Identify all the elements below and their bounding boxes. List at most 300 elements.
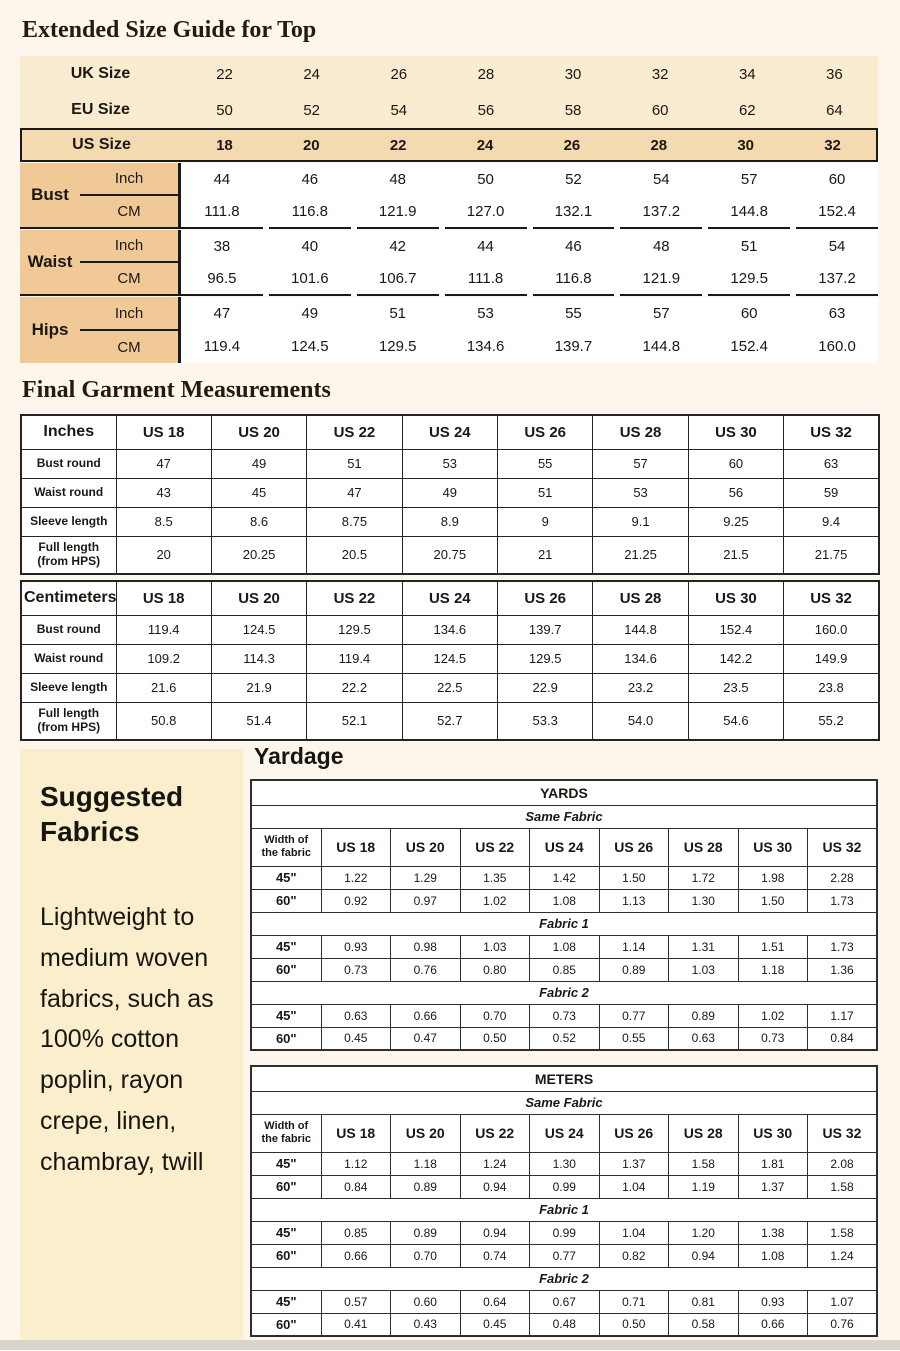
fabric-section-row xyxy=(251,1267,877,1290)
fabric-width-label: 60" xyxy=(251,1027,321,1050)
yardage-value: 0.76 xyxy=(391,958,461,981)
garment-measurements-title: Final Garment Measurements xyxy=(22,377,331,403)
measurement-data xyxy=(181,163,878,229)
measurement-value: 21.6 xyxy=(116,673,211,702)
yardage-value: 0.84 xyxy=(321,1175,391,1198)
unit-labels xyxy=(80,163,178,227)
measurement-value: 8.5 xyxy=(116,507,211,536)
yardage-value: 1.58 xyxy=(669,1152,739,1175)
measurement-name: Bust xyxy=(31,185,69,204)
yardage-value: 0.48 xyxy=(530,1313,600,1336)
yardage-value: 2.28 xyxy=(808,866,878,889)
size-value: 56 xyxy=(477,101,495,119)
fabric-section-row xyxy=(251,981,877,1004)
yardage-value: 0.52 xyxy=(530,1027,600,1050)
size-header: US 28 xyxy=(593,415,688,449)
measurement-value: 8.9 xyxy=(402,507,497,536)
fabric-section-label: Same Fabric xyxy=(251,805,877,828)
yardage-value: 0.47 xyxy=(391,1027,461,1050)
measurement-value: 96.5 xyxy=(181,263,263,296)
measurement-value: 21.75 xyxy=(784,536,879,574)
measurement-value: 44 xyxy=(445,230,527,263)
measurement-value: 51 xyxy=(357,297,439,330)
fabric-section-label: Same Fabric xyxy=(251,1091,877,1114)
measurement-value: 9.1 xyxy=(593,507,688,536)
yardage-value: 1.04 xyxy=(599,1175,669,1198)
fabric-section-row xyxy=(251,1091,877,1114)
measurement-value: 21.5 xyxy=(688,536,783,574)
yardage-value: 1.04 xyxy=(599,1221,669,1244)
yardage-unit-header: METERS xyxy=(251,1066,877,1091)
garment-row xyxy=(21,449,879,478)
size-header: US 22 xyxy=(307,415,402,449)
fabric-section-row xyxy=(251,1198,877,1221)
yardage-value: 1.03 xyxy=(460,935,530,958)
us-size-value: 20 xyxy=(302,136,320,154)
size-header: US 18 xyxy=(116,415,211,449)
measurement-value: 50.8 xyxy=(116,702,211,740)
yardage-value: 0.85 xyxy=(321,1221,391,1244)
yardage-value: 0.50 xyxy=(460,1027,530,1050)
yardage-value: 0.63 xyxy=(321,1004,391,1027)
measurement-value: 60 xyxy=(688,449,783,478)
fabric-width-label: 45" xyxy=(251,935,321,958)
measurement-value: 129.5 xyxy=(307,615,402,644)
yardage-value: 0.92 xyxy=(321,889,391,912)
suggested-fabrics-panel xyxy=(20,749,243,1342)
measurement-value: 23.2 xyxy=(593,673,688,702)
yardage-value: 0.94 xyxy=(669,1244,739,1267)
yardage-row xyxy=(251,958,877,981)
yardage-unit-row xyxy=(251,780,877,805)
yardage-column xyxy=(243,743,878,1351)
measurement-value: 53.3 xyxy=(498,702,593,740)
yardage-value: 0.80 xyxy=(460,958,530,981)
measurement-name: Waist xyxy=(27,252,73,271)
measurement-value: 47 xyxy=(181,297,263,330)
yardage-value: 0.55 xyxy=(599,1027,669,1050)
measurement-value: 121.9 xyxy=(357,196,439,229)
yardage-value: 1.18 xyxy=(391,1152,461,1175)
measurement-value: 23.8 xyxy=(784,673,879,702)
measurement-value: 142.2 xyxy=(688,644,783,673)
fabric-width-label: 45" xyxy=(251,866,321,889)
measurement-value: 119.4 xyxy=(307,644,402,673)
measurement-value: 21 xyxy=(498,536,593,574)
size-header: US 18 xyxy=(116,581,211,615)
yardage-row xyxy=(251,889,877,912)
size-header: US 26 xyxy=(498,415,593,449)
size-header: US 20 xyxy=(391,828,461,866)
garment-measurement-tables xyxy=(0,414,900,741)
us-size-value: 26 xyxy=(563,136,581,154)
yardage-table xyxy=(250,1065,878,1337)
size-value: 30 xyxy=(564,65,582,83)
measurement-value: 46 xyxy=(533,230,615,263)
size-header: US 24 xyxy=(402,581,497,615)
unit-labels xyxy=(80,230,178,294)
measurement-value: 116.8 xyxy=(533,263,615,296)
yardage-value: 1.22 xyxy=(321,866,391,889)
yardage-value: 1.17 xyxy=(808,1004,878,1027)
measurement-value: 111.8 xyxy=(445,263,527,296)
fabric-width-label: 60" xyxy=(251,1244,321,1267)
yardage-header-row xyxy=(251,1114,877,1152)
yardage-value: 0.74 xyxy=(460,1244,530,1267)
measurement-value: 111.8 xyxy=(181,196,263,229)
us-size-value: 30 xyxy=(737,136,755,154)
measurement-value: 20.5 xyxy=(307,536,402,574)
fabric-width-label: 45" xyxy=(251,1004,321,1027)
measurement-row xyxy=(181,330,878,363)
measurement-value: 124.5 xyxy=(211,615,306,644)
size-value: 54 xyxy=(390,101,408,119)
yardage-value: 1.30 xyxy=(669,889,739,912)
us-size-value: 28 xyxy=(650,136,668,154)
size-header: US 28 xyxy=(593,581,688,615)
measurement-value: 20.25 xyxy=(211,536,306,574)
yardage-value: 1.08 xyxy=(530,889,600,912)
size-header: US 20 xyxy=(211,581,306,615)
size-header: US 22 xyxy=(460,828,530,866)
size-header: US 30 xyxy=(738,828,808,866)
measurement-value: 38 xyxy=(181,230,263,263)
measurement-value: 49 xyxy=(402,478,497,507)
yardage-value: 0.73 xyxy=(530,1004,600,1027)
size-conversion-rows xyxy=(20,56,878,128)
measurement-value: 53 xyxy=(593,478,688,507)
yardage-value: 0.64 xyxy=(460,1290,530,1313)
measurement-value: 21.9 xyxy=(211,673,306,702)
yardage-value: 1.35 xyxy=(460,866,530,889)
measurement-value: 109.2 xyxy=(116,644,211,673)
unit-inch-label: Inch xyxy=(80,163,178,196)
yardage-value: 2.08 xyxy=(808,1152,878,1175)
yardage-value: 1.02 xyxy=(460,889,530,912)
yardage-value: 1.12 xyxy=(321,1152,391,1175)
measurement-value: 144.8 xyxy=(708,196,790,229)
measurement-value: 40 xyxy=(269,230,351,263)
measurement-value: 54.6 xyxy=(688,702,783,740)
fabric-width-label: 60" xyxy=(251,1313,321,1336)
measurement-value: 144.8 xyxy=(593,615,688,644)
measurement-value: 144.8 xyxy=(620,330,702,363)
measurement-value: 50 xyxy=(445,163,527,196)
measurement-value: 134.6 xyxy=(402,615,497,644)
measurement-value: 132.1 xyxy=(533,196,615,229)
size-header: US 32 xyxy=(784,415,879,449)
yardage-value: 0.89 xyxy=(391,1221,461,1244)
measurement-value: 114.3 xyxy=(211,644,306,673)
measurement-value: 20.75 xyxy=(402,536,497,574)
size-value: 50 xyxy=(216,101,233,119)
yardage-value: 0.89 xyxy=(669,1004,739,1027)
size-header: US 30 xyxy=(688,415,783,449)
measurement-value: 49 xyxy=(211,449,306,478)
measurement-row xyxy=(181,163,878,196)
yardage-value: 1.24 xyxy=(460,1152,530,1175)
measurement-value: 51 xyxy=(498,478,593,507)
measurement-value: 139.7 xyxy=(533,330,615,363)
fabric-section-row xyxy=(251,805,877,828)
yardage-value: 1.38 xyxy=(738,1221,808,1244)
measurement-value: 54.0 xyxy=(593,702,688,740)
measurement-value: 46 xyxy=(269,163,351,196)
yardage-value: 1.98 xyxy=(738,866,808,889)
measurement-value: 51.4 xyxy=(211,702,306,740)
yardage-value: 0.97 xyxy=(391,889,461,912)
yardage-value: 0.94 xyxy=(460,1221,530,1244)
measurement-value: 51 xyxy=(307,449,402,478)
fabric-width-label: 45" xyxy=(251,1221,321,1244)
fabric-section-label: Fabric 1 xyxy=(251,1198,877,1221)
yardage-value: 0.73 xyxy=(321,958,391,981)
garment-header-row xyxy=(21,581,879,615)
yardage-value: 0.71 xyxy=(599,1290,669,1313)
unit-inch-label: Inch xyxy=(80,230,178,263)
measurement-value: 53 xyxy=(402,449,497,478)
size-header: US 28 xyxy=(669,1114,739,1152)
measurement-row xyxy=(181,297,878,330)
measurement-value: 44 xyxy=(181,163,263,196)
yardage-value: 1.13 xyxy=(599,889,669,912)
measurement-value: 60 xyxy=(708,297,790,330)
yardage-value: 1.18 xyxy=(738,958,808,981)
yardage-value: 0.63 xyxy=(669,1027,739,1050)
size-header: US 30 xyxy=(688,581,783,615)
measurement-label-block xyxy=(20,297,181,363)
measurement-value: 57 xyxy=(620,297,702,330)
row-label: Sleeve length xyxy=(21,673,116,702)
yardage-value: 1.73 xyxy=(808,889,878,912)
us-size-value: 22 xyxy=(389,136,407,154)
us-size-value: 18 xyxy=(216,136,233,154)
measurement-value: 51 xyxy=(708,230,790,263)
measurement-data xyxy=(181,230,878,296)
fabric-width-label: 60" xyxy=(251,889,321,912)
size-value: 60 xyxy=(651,101,669,119)
size-value: 24 xyxy=(303,65,321,83)
measurement-value: 119.4 xyxy=(116,615,211,644)
measurement-value: 20 xyxy=(116,536,211,574)
us-size-value: 24 xyxy=(476,136,494,154)
yardage-value: 1.73 xyxy=(808,935,878,958)
yardage-value: 1.36 xyxy=(808,958,878,981)
yardage-value: 0.77 xyxy=(530,1244,600,1267)
measurement-value: 119.4 xyxy=(181,330,263,363)
measurement-name: Hips xyxy=(31,320,69,339)
measurement-value: 22.5 xyxy=(402,673,497,702)
size-value: 28 xyxy=(477,65,495,83)
yardage-value: 1.37 xyxy=(599,1152,669,1175)
measurement-value: 101.6 xyxy=(269,263,351,296)
yardage-value: 0.60 xyxy=(391,1290,461,1313)
measurement-value: 52.7 xyxy=(402,702,497,740)
garment-row xyxy=(21,615,879,644)
size-header: US 22 xyxy=(307,581,402,615)
fabric-section-label: Fabric 2 xyxy=(251,981,877,1004)
size-value: 32 xyxy=(651,65,669,83)
size-header: US 24 xyxy=(530,1114,600,1152)
yardage-header-row xyxy=(251,828,877,866)
row-label: Bust round xyxy=(21,615,116,644)
row-label: Waist round xyxy=(21,644,116,673)
size-value: 52 xyxy=(303,101,321,119)
yardage-value: 0.77 xyxy=(599,1004,669,1027)
measurement-value: 8.6 xyxy=(211,507,306,536)
yardage-value: 1.42 xyxy=(530,866,600,889)
yardage-value: 0.94 xyxy=(460,1175,530,1198)
yardage-row xyxy=(251,1152,877,1175)
measurement-row xyxy=(181,263,878,296)
yardage-value: 0.66 xyxy=(391,1004,461,1027)
garment-row xyxy=(21,478,879,507)
yardage-value: 0.93 xyxy=(738,1290,808,1313)
measurement-value: 52 xyxy=(533,163,615,196)
size-value: 62 xyxy=(738,101,756,119)
garment-row xyxy=(21,507,879,536)
yardage-row xyxy=(251,1313,877,1336)
measurement-value: 9.4 xyxy=(784,507,879,536)
yardage-value: 0.66 xyxy=(321,1244,391,1267)
fabric-width-label: 60" xyxy=(251,1175,321,1198)
unit-cm-label: CM xyxy=(117,270,141,287)
measurement-value: 8.75 xyxy=(307,507,402,536)
yardage-value: 1.19 xyxy=(669,1175,739,1198)
yardage-row xyxy=(251,1027,877,1050)
measurement-value: 55.2 xyxy=(784,702,879,740)
measurement-row xyxy=(181,196,878,229)
measurement-value: 116.8 xyxy=(269,196,351,229)
measurement-value: 137.2 xyxy=(796,263,878,296)
yardage-value: 1.07 xyxy=(808,1290,878,1313)
us-size-value: 32 xyxy=(824,136,841,154)
garment-measurements-table xyxy=(20,414,880,575)
size-system-label: US Size xyxy=(72,136,131,153)
yardage-value: 0.43 xyxy=(391,1313,461,1336)
yardage-value: 0.70 xyxy=(460,1004,530,1027)
measurement-value: 9 xyxy=(498,507,593,536)
measurement-label-block xyxy=(20,163,181,229)
size-value: 34 xyxy=(738,65,756,83)
yardage-value: 1.72 xyxy=(669,866,739,889)
size-value: 22 xyxy=(216,65,233,83)
yardage-tables xyxy=(250,779,878,1337)
measurement-value: 124.5 xyxy=(402,644,497,673)
yardage-unit-row xyxy=(251,1066,877,1091)
yardage-value: 0.67 xyxy=(530,1290,600,1313)
size-header: US 32 xyxy=(784,581,879,615)
yardage-value: 0.76 xyxy=(808,1313,878,1336)
size-header: US 18 xyxy=(321,828,391,866)
size-conversion-row xyxy=(20,56,878,92)
suggested-fabrics-title: Suggested Fabrics xyxy=(40,781,184,847)
garment-row xyxy=(21,536,879,574)
yardage-value: 1.58 xyxy=(808,1175,878,1198)
yardage-row xyxy=(251,935,877,958)
measurement-value: 21.25 xyxy=(593,536,688,574)
yardage-value: 0.57 xyxy=(321,1290,391,1313)
body-measurement-rows xyxy=(20,163,878,363)
fabric-section-label: Fabric 2 xyxy=(251,1267,877,1290)
size-value: 26 xyxy=(390,65,408,83)
measurement-value: 152.4 xyxy=(796,196,878,229)
yardage-value: 0.41 xyxy=(321,1313,391,1336)
size-header: US 28 xyxy=(669,828,739,866)
measurement-value: 55 xyxy=(533,297,615,330)
measurement-value: 129.5 xyxy=(357,330,439,363)
yardage-value: 0.45 xyxy=(460,1313,530,1336)
measurement-value: 129.5 xyxy=(708,263,790,296)
measurement-data xyxy=(181,297,878,363)
measurement-value: 137.2 xyxy=(620,196,702,229)
measurement-value: 47 xyxy=(116,449,211,478)
size-header: US 32 xyxy=(808,1114,878,1152)
row-label: Bust round xyxy=(21,449,116,478)
size-header: US 30 xyxy=(738,1114,808,1152)
us-size-row xyxy=(20,128,878,162)
measurement-value: 129.5 xyxy=(498,644,593,673)
measurement-value: 48 xyxy=(357,163,439,196)
size-header: US 24 xyxy=(402,415,497,449)
size-header: US 32 xyxy=(808,828,878,866)
measurement-value: 45 xyxy=(211,478,306,507)
yardage-value: 1.50 xyxy=(738,889,808,912)
measurement-value: 56 xyxy=(688,478,783,507)
yardage-row xyxy=(251,1004,877,1027)
yardage-value: 0.45 xyxy=(321,1027,391,1050)
measurement-value: 59 xyxy=(784,478,879,507)
yardage-value: 0.98 xyxy=(391,935,461,958)
garment-header-row xyxy=(21,415,879,449)
yardage-value: 0.66 xyxy=(738,1313,808,1336)
measurement-value: 134.6 xyxy=(593,644,688,673)
unit-header: Inches xyxy=(21,415,116,449)
row-label: Sleeve length xyxy=(21,507,116,536)
measurement-value: 106.7 xyxy=(357,263,439,296)
fabric-width-label: 60" xyxy=(251,958,321,981)
yardage-row xyxy=(251,866,877,889)
garment-row xyxy=(21,702,879,740)
measurement-value: 134.6 xyxy=(445,330,527,363)
yardage-value: 1.81 xyxy=(738,1152,808,1175)
measurement-value: 23.5 xyxy=(688,673,783,702)
yardage-value: 0.99 xyxy=(530,1221,600,1244)
yardage-value: 1.51 xyxy=(738,935,808,958)
fabric-width-header: Width of the fabric xyxy=(251,828,321,866)
yardage-value: 1.02 xyxy=(738,1004,808,1027)
yardage-value: 0.85 xyxy=(530,958,600,981)
measurement-group xyxy=(20,230,878,296)
yardage-value: 0.99 xyxy=(530,1175,600,1198)
row-label: Full length (from HPS) xyxy=(21,702,116,740)
yardage-value: 1.29 xyxy=(391,866,461,889)
yardage-value: 0.70 xyxy=(391,1244,461,1267)
yardage-value: 1.37 xyxy=(738,1175,808,1198)
measurement-label-block xyxy=(20,230,181,296)
yardage-value: 1.30 xyxy=(530,1152,600,1175)
size-header: US 24 xyxy=(530,828,600,866)
size-header: US 20 xyxy=(211,415,306,449)
size-header: US 18 xyxy=(321,1114,391,1152)
yardage-value: 0.82 xyxy=(599,1244,669,1267)
yardage-value: 1.31 xyxy=(669,935,739,958)
size-value: 58 xyxy=(564,101,582,119)
measurement-value: 152.4 xyxy=(708,330,790,363)
yardage-title: Yardage xyxy=(254,743,344,769)
measurement-value: 139.7 xyxy=(498,615,593,644)
yardage-value: 0.73 xyxy=(738,1027,808,1050)
